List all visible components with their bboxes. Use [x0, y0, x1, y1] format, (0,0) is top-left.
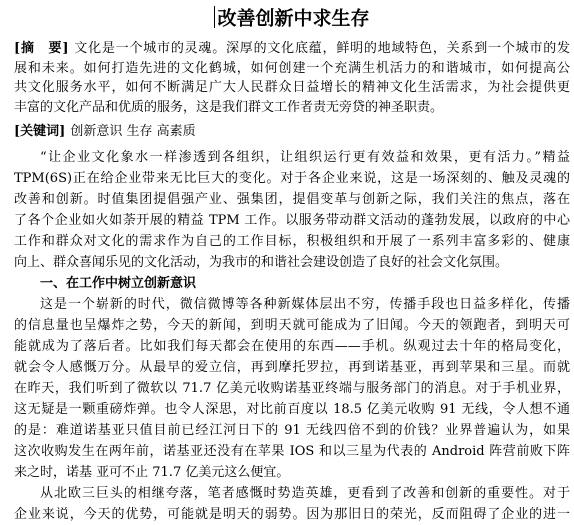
paragraph-line: 能就成为了落后者。比如我们每天都会在使用的东西——手机。纵观过去十年的格局变化， [14, 338, 570, 354]
section-paragraph [14, 483, 570, 525]
paragraph-line: 就会令人感慨万分。从最早的爱立信，再到摩托罗拉，再到诺基亚，再到苹果和三星。而就 [14, 359, 570, 375]
section-1 [14, 273, 570, 525]
paragraph-line: 这次收购发生在两年前，诺基亚还没有在苹果 IOS 和以三星为代表的 Android 阵营前败下阵 [14, 443, 570, 459]
paragraph-line: 的是：难道诺基亚只值目前已经江河日下的 91 无线四倍不到的价钱？业界普遍认为，如果 [14, 422, 570, 438]
paragraph-line: 这是一个崭新的时代，微信微博等各种新媒体层出不穷，传播手段也日益多样化，传播 [40, 296, 570, 312]
paragraph-line: 从北欧三巨头的相继夸落，笔者感慨时势造英雄，更看到了改善和创新的重要性。对于 [40, 485, 570, 501]
section-heading: 一、在工作中树立创新意识 [40, 275, 197, 291]
paragraph-line: 工作和群众对文化的需求作为自己的工作目标，积极组织和开展了一系列丰富多彩的、健康 [14, 233, 570, 249]
abstract-line: 共文化服务水平，如何不断满足广大人民群众日益增长的精神文化生活需求，为社会提供更 [14, 80, 570, 95]
keywords-text: 创新意识 生存 高素质 [70, 123, 196, 139]
abstract-line-text: 文化是一个城市的灵魂。深厚的文化底蕴，鲜明的地域特色，关系到一个城市的发 [73, 41, 570, 56]
abstract-line [14, 39, 570, 59]
paragraph-line: 企业来说，今天的优势，可能就是明天的弱势。因为那旧日的荣光，反而阻碍了企业的进一 [14, 506, 570, 522]
abstract [14, 39, 570, 117]
keywords-label: [关键词] [14, 123, 66, 139]
intro-paragraph [14, 147, 570, 273]
paragraph-line: “让企业文化象水一样渗透到各组织，让组织运行更有效益和效果，更有活力。”精益 [40, 149, 570, 165]
keywords [14, 121, 570, 142]
paragraph-line: 改善和创新。时值集团提倡强产业、强集团，提倡变革与创新之际，我们关注的焦点，落在 [14, 191, 570, 207]
paragraph-line: 在昨天，我们听到了微软以 71.7 亿美元收购诺基亚终端与服务部门的消息。对于手机业界， [14, 380, 570, 396]
document-title: 改善创新中求生存 [217, 7, 370, 30]
abstract-line: 丰富的文化产品和优质的服务，这是我们群文工作者责无旁贷的神圣职责。 [14, 99, 444, 115]
section-paragraph [14, 294, 570, 483]
paragraph-line: 的信息量也呈爆炸之势，今天的新闻，到明天就可能成为了旧闻。今天的领跑者，到明天可 [14, 317, 570, 333]
paragraph-line: 这无疑是一颗重磅炸弹。也令人深思，对比前百度以 18.5 亿美元收购 91 无线，令人想不通 [14, 401, 570, 417]
paragraph-line: 向上、群众喜闻乐见的文化活动，为我市的和谐社会建设创造了良好的社会文化氛围。 [14, 254, 509, 270]
text-cursor [214, 6, 215, 28]
paragraph-line: TPM(6S)正在给企业带来无比巨大的变化。对于各企业来说，这是一场深刻的、触及灵魂的 [14, 170, 570, 186]
abstract-line: 展和未来。如何打造先进的文化鹤城，如何创建一个充满生机活力的和谐城市，如何提高公 [14, 60, 570, 76]
abstract-label: [摘 要] [14, 41, 69, 56]
paragraph-line: 来之时，诺基 亚可不止 71.7 亿美元这么便宜。 [14, 464, 290, 480]
title-row [14, 0, 570, 39]
paragraph-line: 了各个企业如火如荼开展的精益 TPM 工作。以服务带动群文活动的蓬勃发展，以政府的中心 [14, 212, 570, 228]
